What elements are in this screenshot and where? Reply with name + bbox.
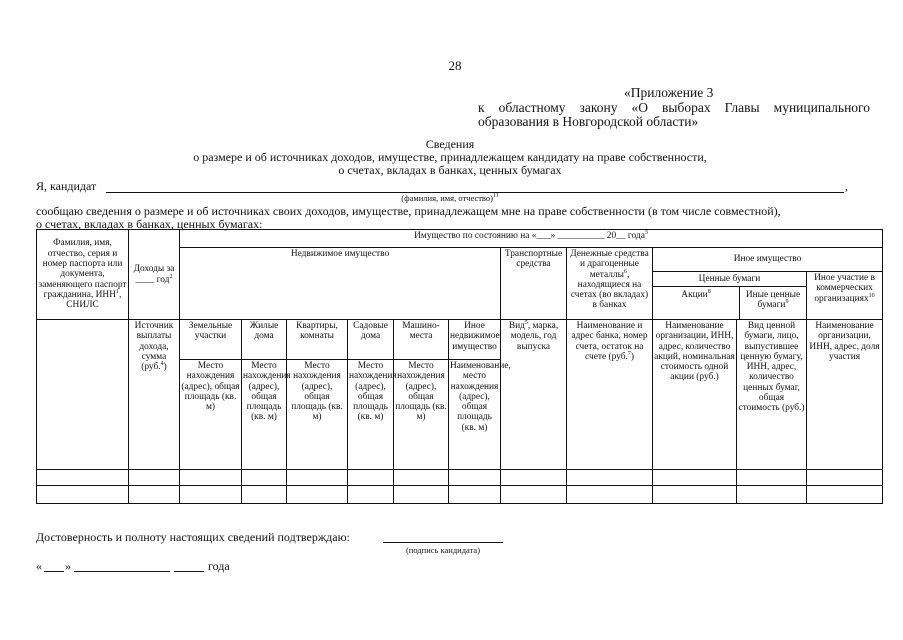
- land-header: Земельные участки: [180, 320, 242, 360]
- shares-header: Акции$^8$: [653, 287, 740, 319]
- real-estate-header: Недвижимое имущество: [180, 248, 501, 320]
- candidate-prefix: Я, кандидат: [36, 179, 97, 193]
- parking-header: Машино-места: [394, 320, 449, 360]
- land-sub: Место нахождения (адрес), общая площадь (кв. м): [180, 360, 242, 470]
- houses-header: Жилые дома: [242, 320, 287, 360]
- person-data-cell[interactable]: [37, 320, 129, 470]
- signature-field[interactable]: [383, 542, 503, 543]
- date-year-field[interactable]: [174, 571, 204, 572]
- transport-sub: Вид$^5$, марка, модель, год выпуска: [501, 320, 567, 470]
- candidate-suffix: ,: [845, 179, 848, 193]
- houses-sub: Место нахождения (адрес), общая площадь (кв. м): [242, 360, 287, 470]
- date-year-word: года: [208, 559, 230, 573]
- garden-header: Садовые дома: [348, 320, 394, 360]
- apartments-header: Квартиры, комнаты: [287, 320, 348, 360]
- document-subtitle-line-1: о размере и об источниках доходов, имуществе, принадлежащем кандидату на праве собственности,: [193, 150, 707, 164]
- other-securities-sub: Вид ценной бумаги, лицо, выпустившее ценную бумагу, ИНН, адрес, количество ценных бумаг, общая стоимость (руб.): [737, 320, 807, 470]
- garden-sub: Место нахождения (адрес), общая площадь (кв. м): [348, 360, 394, 470]
- transport-header: Транспортные средства: [501, 248, 567, 320]
- appendix-line-1: «Приложение 3: [624, 85, 714, 100]
- intro-line-1: сообщаю сведения о размере и об источниках своих доходов, имуществе, принадлежащем мне на праве собственности (в том числе совместной),: [36, 204, 781, 218]
- confirm-text: Достоверность и полноту настоящих сведений подтверждаю:: [36, 530, 350, 544]
- securities-header: Ценные бумаги: [653, 272, 806, 287]
- money-sub: Наименование и адрес банка, номер счета, остаток на счете (руб.$^7$): [567, 320, 653, 470]
- parking-sub: Место нахождения (адрес), общая площадь (кв. м): [394, 360, 449, 470]
- date-month-field[interactable]: [74, 571, 170, 572]
- date-close-quote: »: [65, 559, 71, 573]
- participation-header: Иное участие в коммерческих организациях$^{10}$: [807, 272, 883, 320]
- other-property-header: Иное имущество: [653, 248, 883, 272]
- securities-cell: [653, 272, 807, 320]
- candidate-caption: (фамилия, имя, отчество)$^{11}$: [401, 193, 499, 203]
- table-row: [37, 470, 883, 486]
- date-open-quote: «: [36, 559, 42, 573]
- signature-caption: (подпись кандидата): [405, 545, 481, 555]
- other-real-sub: Наименование, место нахождения (адрес), общая площадь (кв. м): [449, 360, 501, 470]
- apartments-sub: Место нахождения (адрес), общая площадь (кв. м): [287, 360, 348, 470]
- appendix-line-3: образования в Новгородской области»: [478, 114, 699, 129]
- table-row: [37, 486, 883, 504]
- property-table: [36, 229, 883, 504]
- page-number: 28: [448, 58, 462, 73]
- appendix-line-2: к областному закону «О выборах Главы муниципального: [478, 99, 870, 115]
- other-real-header: Иное недвижимое имущество: [449, 320, 501, 360]
- income-sub: Источник выплаты дохода, сумма (руб.$^4$): [129, 320, 180, 470]
- participation-sub: Наименование организации, ИНН, адрес, доля участия: [807, 320, 883, 470]
- property-header: Имущество по состоянию на «___» __________ 20__ года$^3$: [180, 230, 883, 248]
- shares-sub: Наименование организации, ИНН, адрес, количество акций, номинальная стоимость одной акции (руб.): [653, 320, 737, 470]
- intro-line-2: о счетах, вкладах в банках, ценных бумагах:: [36, 217, 263, 231]
- col-income: Доходы за ____ год$^2$: [129, 230, 180, 320]
- other-securities-header: Иные ценные бумаги$^9$: [745, 290, 801, 311]
- col-person: Фамилия, имя, отчество, серия и номер паспорта или документа, заменяющего паспорт гражданина, ИНН$^1$, СНИЛС: [37, 230, 129, 320]
- document-title: Сведения: [425, 137, 475, 151]
- appendix-note: [478, 86, 870, 130]
- date-day-field[interactable]: [44, 571, 64, 572]
- document-subtitle-line-2: о счетах, вкладах в банках, ценных бумагах: [338, 163, 562, 177]
- money-header: Денежные средства и драгоценные металлы$^6$, находящиеся на счетах (во вкладах) в банках: [567, 248, 653, 320]
